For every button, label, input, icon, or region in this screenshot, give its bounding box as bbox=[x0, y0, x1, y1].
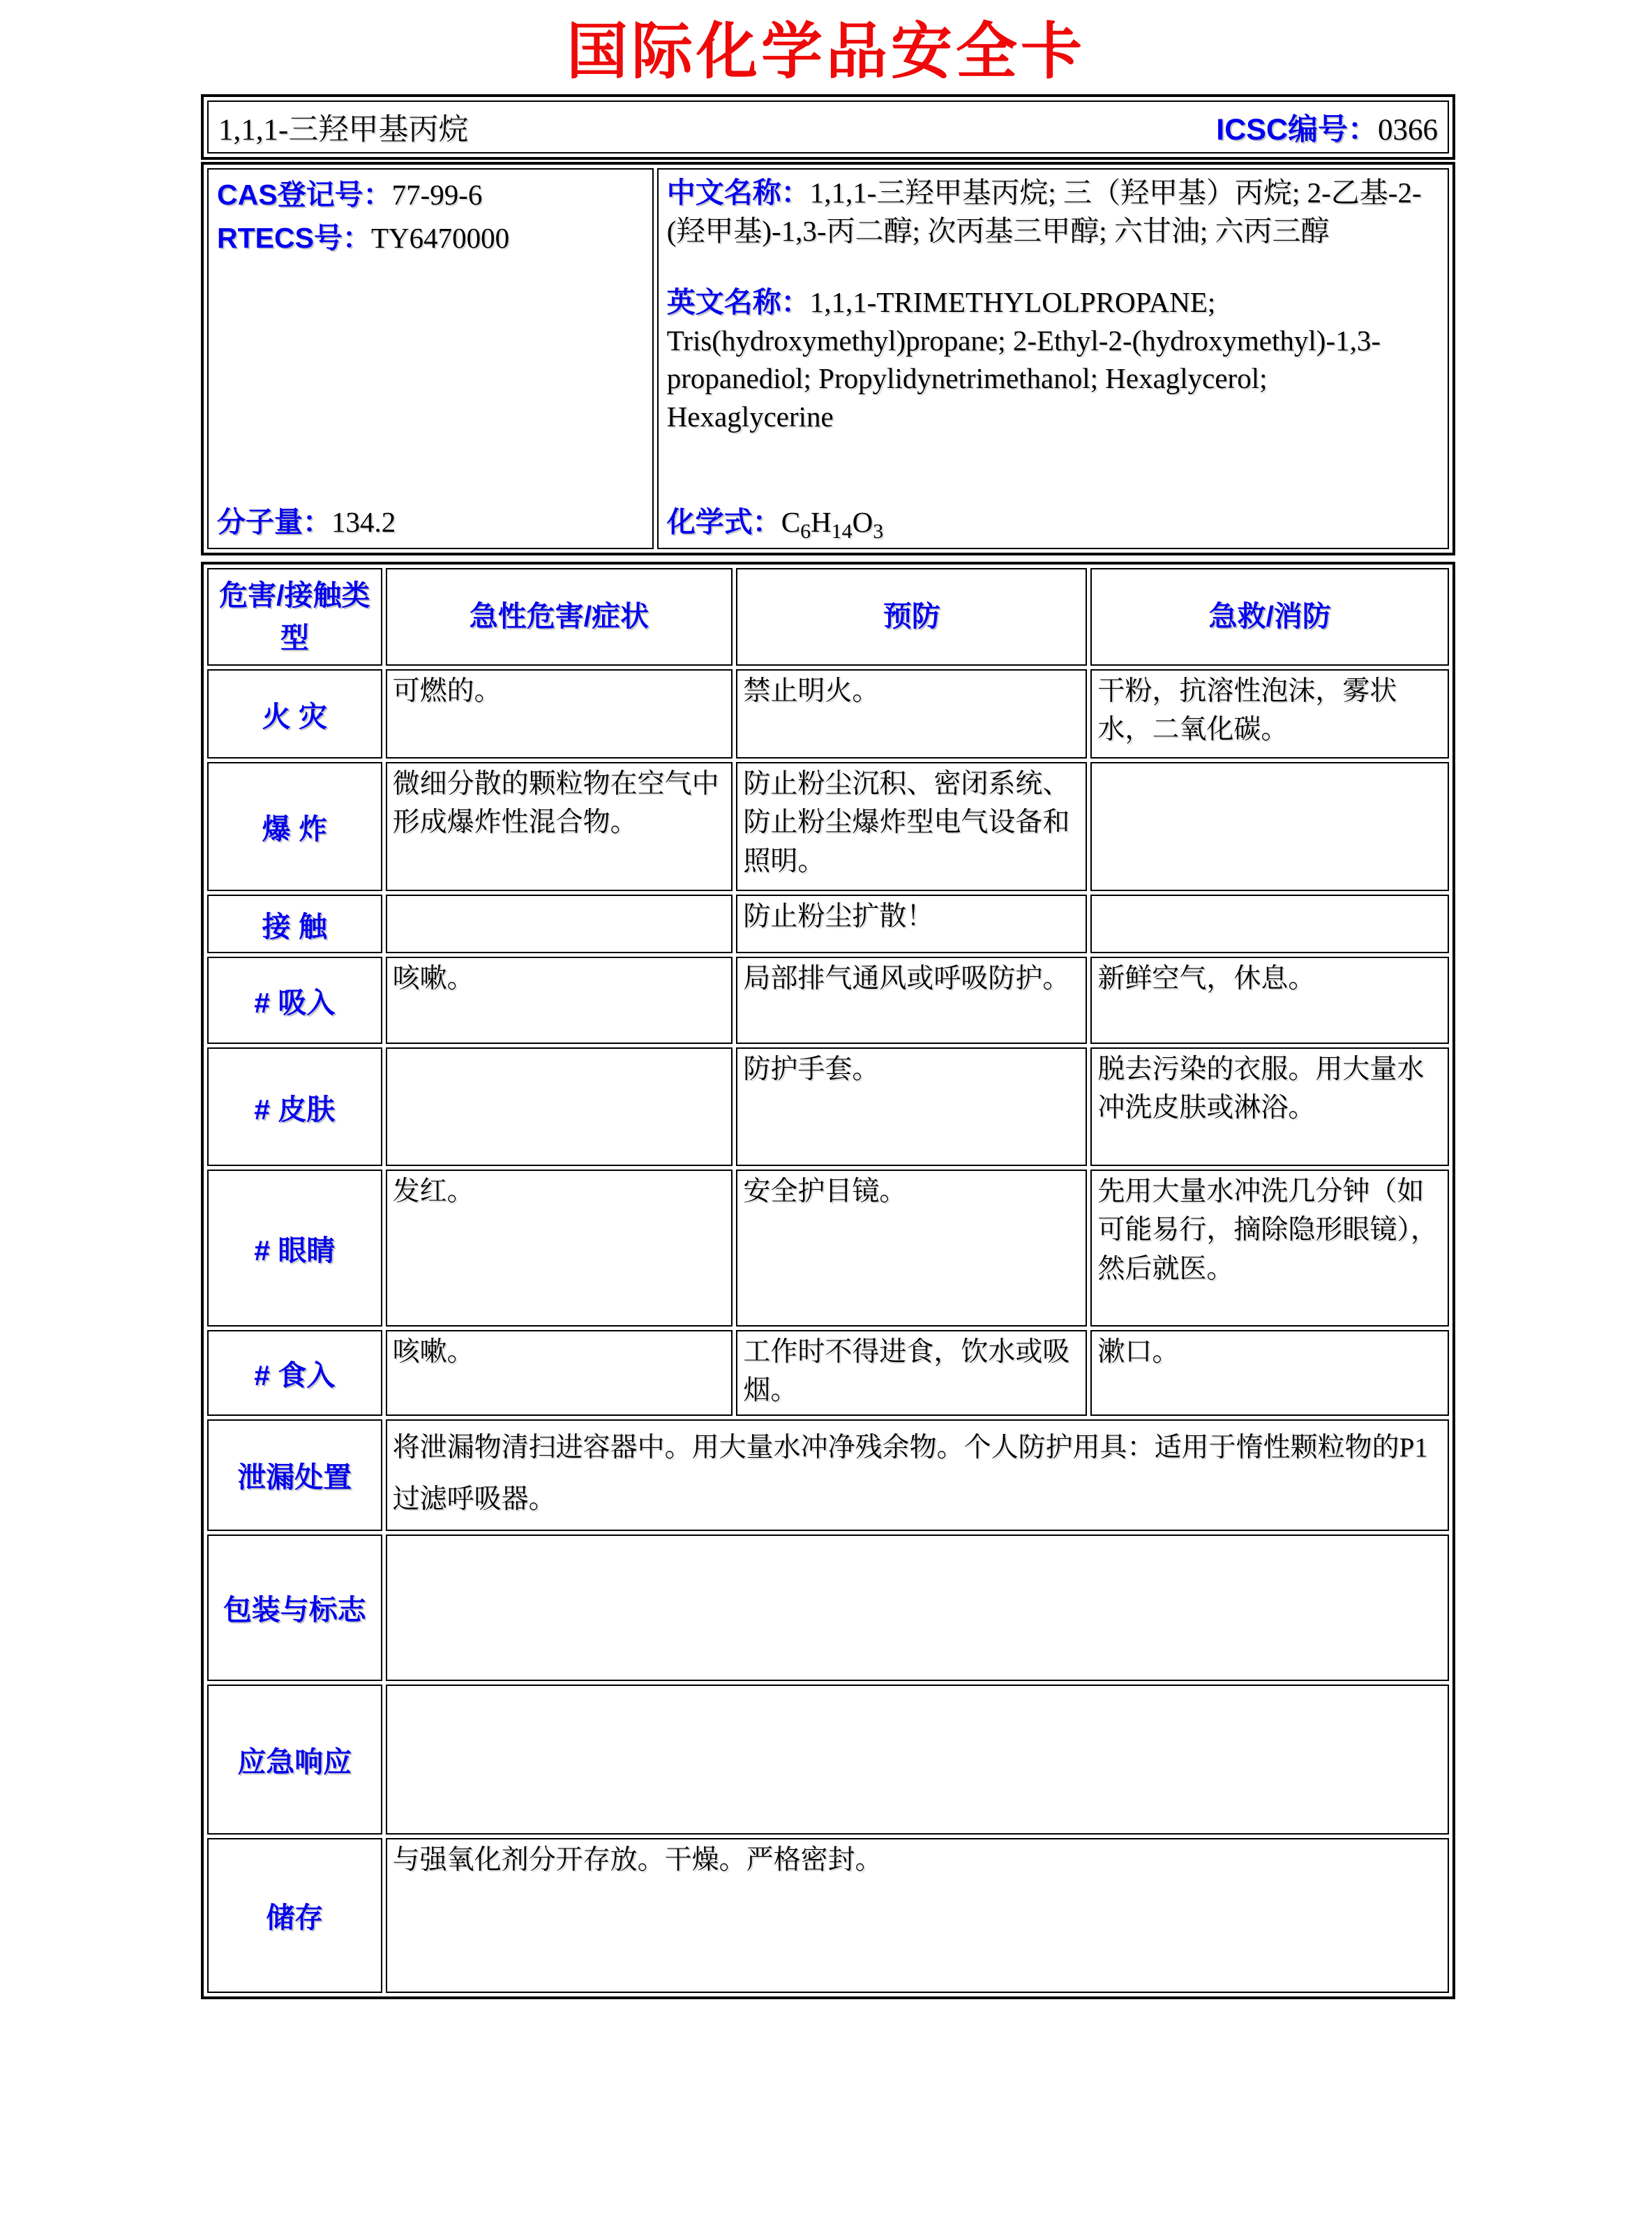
hazard-row-emergency bbox=[207, 1685, 1449, 1835]
hazard-cell-skin-1: 防护手套。 bbox=[736, 1047, 1087, 1166]
hazard-row-label-explosion: 爆 炸 bbox=[207, 762, 382, 891]
hazard-row-label-fire: 火 灾 bbox=[207, 669, 382, 759]
icsc-number-group bbox=[1216, 106, 1438, 149]
hazard-cell-inhalation-2: 新鲜空气，休息。 bbox=[1090, 957, 1449, 1044]
card-header-cell bbox=[207, 100, 1449, 154]
page-title: 国际化学品安全卡 bbox=[566, 15, 1086, 87]
hazard-cell-explosion-0: 微细分散的颗粒物在空气中形成爆炸性混合物。 bbox=[386, 762, 733, 891]
cas-value: 77-99-6 bbox=[391, 179, 483, 211]
card-header-table bbox=[201, 94, 1455, 160]
hazard-cell-inhalation-0: 咳嗽。 bbox=[386, 957, 733, 1044]
hazard-row-storage bbox=[207, 1838, 1449, 1993]
icsc-label: ICSC编号： bbox=[1216, 112, 1378, 147]
hazard-cell-exposure-1: 防止粉尘扩散！ bbox=[736, 895, 1087, 953]
hazard-table bbox=[201, 562, 1455, 1999]
hazard-cell-spillage: 将泄漏物清扫进容器中。用大量水冲净残余物。个人防护用具：适用于惰性颗粒物的P1过滤呼吸器。 bbox=[386, 1419, 1449, 1531]
hazard-cell-eyes-2: 先用大量水冲洗几分钟（如可能易行，摘除隐形眼镜），然后就医。 bbox=[1090, 1170, 1449, 1327]
rtecs-line bbox=[217, 217, 644, 260]
hazard-cell-eyes-0: 发红。 bbox=[386, 1170, 733, 1327]
hazard-header-prevention: 预防 bbox=[736, 568, 1087, 666]
cas-line bbox=[217, 174, 644, 217]
hazard-header-firstaid: 急救/消防 bbox=[1090, 568, 1449, 666]
hazard-cell-inhalation-1: 局部排气通风或呼吸防护。 bbox=[736, 957, 1087, 1044]
hazard-row-label-skin: # 皮肤 bbox=[207, 1047, 382, 1166]
hazard-row-label-spillage: 泄漏处置 bbox=[207, 1419, 382, 1531]
hazard-cell-ingestion-0: 咳嗽。 bbox=[386, 1330, 733, 1416]
hazard-cell-fire-0: 可燃的。 bbox=[386, 669, 733, 759]
formula-label: 化学式： bbox=[666, 505, 781, 538]
hazard-cell-ingestion-2: 漱口。 bbox=[1090, 1330, 1449, 1416]
hazard-cell-exposure-2 bbox=[1090, 895, 1449, 953]
hazard-cell-skin-0 bbox=[386, 1047, 733, 1166]
hazard-row-explosion bbox=[207, 762, 1449, 891]
hazard-cell-packaging bbox=[386, 1534, 1449, 1681]
hazard-cell-emergency bbox=[386, 1685, 1449, 1835]
english-names-label: 英文名称： bbox=[666, 286, 810, 319]
hazard-cell-exposure-0 bbox=[386, 895, 733, 953]
english-names-value: 1,1,1-TRIMETHYLOLPROPANE; Tris(hydroxymethyl)propane; 2-Ethyl-2-(hydroxymethyl)-1,3-propanediol; Propylidynetrimethanol; Hexaglycerol; Hexaglycerine bbox=[666, 286, 1381, 433]
hazard-cell-eyes-1: 安全护目镜。 bbox=[736, 1170, 1087, 1327]
molecular-weight-label: 分子量： bbox=[217, 505, 331, 538]
chinese-names-label: 中文名称： bbox=[666, 177, 810, 209]
hazard-cell-storage: 与强氧化剂分开存放。干燥。严格密封。 bbox=[386, 1838, 1449, 1993]
identity-right-cell bbox=[657, 168, 1449, 549]
hazard-table-body bbox=[207, 568, 1449, 1993]
formula-line bbox=[667, 499, 1439, 544]
english-names-line bbox=[667, 283, 1439, 435]
hazard-cell-fire-2: 干粉，抗溶性泡沫，雾状水，二氧化碳。 bbox=[1090, 669, 1449, 759]
hazard-row-inhalation bbox=[207, 957, 1449, 1044]
rtecs-value: TY6470000 bbox=[370, 221, 510, 254]
hazard-row-eyes bbox=[207, 1170, 1449, 1327]
hazard-cell-ingestion-1: 工作时不得进食，饮水或吸烟。 bbox=[736, 1330, 1087, 1416]
hazard-header-row bbox=[207, 568, 1449, 666]
hazard-row-exposure bbox=[207, 895, 1449, 953]
chemical-name: 1,1,1-三羟甲基丙烷 bbox=[218, 113, 469, 147]
identity-left-cell bbox=[207, 168, 654, 549]
hazard-row-label-inhalation: # 吸入 bbox=[207, 957, 382, 1044]
molecular-weight-value: 134.2 bbox=[331, 505, 396, 538]
hazard-row-skin bbox=[207, 1047, 1449, 1166]
formula-value: $C_6H_{14}O_3$ bbox=[781, 505, 884, 544]
hazard-cell-explosion-1: 防止粉尘沉积、密闭系统、防止粉尘爆炸型电气设备和照明。 bbox=[736, 762, 1087, 891]
hazard-row-label-eyes: # 眼睛 bbox=[207, 1170, 382, 1327]
rtecs-label: RTECS号： bbox=[217, 221, 371, 254]
cas-label: CAS登记号： bbox=[217, 179, 392, 211]
hazard-row-label-ingestion: # 食入 bbox=[207, 1330, 382, 1416]
chinese-names-value: 1,1,1-三羟甲基丙烷; 三（羟甲基）丙烷; 2-乙基-2-(羟甲基)-1,3-丙二醇; 次丙基三甲醇; 六甘油; 六丙三醇 bbox=[666, 177, 1422, 247]
hazard-cell-explosion-2 bbox=[1090, 762, 1449, 891]
hazard-row-label-emergency: 应急响应 bbox=[207, 1685, 382, 1835]
hazard-row-spillage bbox=[207, 1419, 1449, 1531]
hazard-row-packaging bbox=[207, 1534, 1449, 1681]
hazard-cell-skin-2: 脱去污染的衣服。用大量水冲洗皮肤或淋浴。 bbox=[1090, 1047, 1449, 1166]
hazard-header-symptoms: 急性危害/症状 bbox=[386, 568, 733, 666]
icsc-number: 0366 bbox=[1378, 113, 1438, 147]
hazard-row-label-storage: 储存 bbox=[207, 1838, 382, 1993]
identity-table bbox=[201, 162, 1455, 555]
hazard-row-ingestion bbox=[207, 1330, 1449, 1416]
hazard-cell-fire-1: 禁止明火。 bbox=[736, 669, 1087, 759]
molecular-weight-line bbox=[217, 501, 644, 544]
hazard-row-fire bbox=[207, 669, 1449, 759]
safety-card bbox=[201, 94, 1455, 1999]
hazard-row-label-exposure: 接 触 bbox=[207, 895, 382, 953]
hazard-header-type: 危害/接触类型 bbox=[207, 568, 382, 666]
hazard-row-label-packaging: 包装与标志 bbox=[207, 1534, 382, 1681]
chinese-names-line bbox=[667, 174, 1439, 250]
